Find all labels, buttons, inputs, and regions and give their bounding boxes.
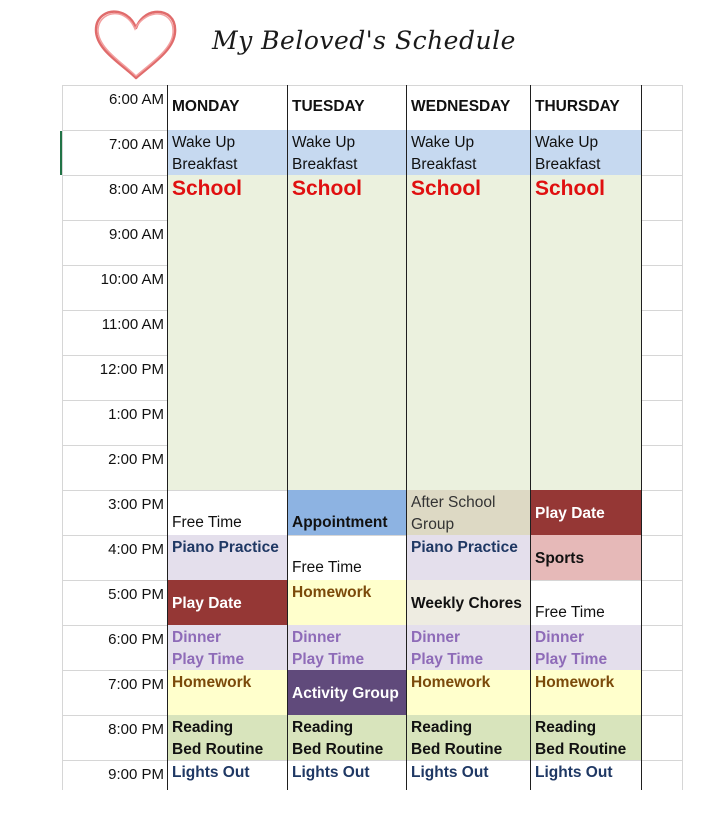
event-wake-up[interactable]	[407, 130, 530, 175]
time-label: 12:00 PM	[99, 361, 164, 378]
event-label: Sports	[535, 549, 585, 567]
event-label: School	[172, 177, 243, 200]
event-wake-up[interactable]	[288, 130, 406, 175]
event-school[interactable]	[168, 175, 287, 490]
event-label: Appointment	[292, 514, 388, 531]
page-title: My Beloved's Schedule	[212, 26, 516, 55]
event-homework[interactable]	[288, 580, 406, 625]
event-label: After School	[411, 494, 496, 511]
time-label: 4:00 PM	[108, 541, 164, 558]
event-label: Bed Routine	[172, 741, 264, 758]
event-label: Piano Practice	[172, 539, 279, 556]
event-free-time[interactable]	[531, 580, 641, 625]
event-label: Reading	[535, 719, 597, 736]
event-label: Play Time	[535, 651, 608, 668]
time-label: 6:00 PM	[108, 631, 164, 648]
event-label: Activity Group	[292, 684, 399, 702]
event-activity-group[interactable]	[288, 670, 406, 715]
event-label: Dinner	[535, 629, 585, 646]
event-label: Play Time	[172, 651, 245, 668]
event-appointment[interactable]	[288, 490, 406, 535]
event-label: Weekly Chores	[411, 594, 522, 612]
time-label: 9:00 PM	[108, 766, 164, 783]
time-label: 11:00 AM	[101, 316, 164, 333]
event-weekly-chores[interactable]	[407, 580, 530, 625]
event-label: Lights Out	[172, 764, 250, 781]
time-label: 7:00 PM	[108, 676, 164, 693]
time-label: 6:00 AM	[108, 91, 164, 108]
event-sports[interactable]	[531, 535, 641, 580]
event-label: Play Date	[535, 504, 605, 522]
event-label: Homework	[292, 584, 372, 601]
time-label: 8:00 PM	[108, 721, 164, 738]
event-label: Piano Practice	[411, 539, 518, 556]
event-label: Lights Out	[411, 764, 489, 781]
event-label: Breakfast	[411, 156, 477, 173]
event-lights-out[interactable]	[531, 760, 641, 790]
event-label: Reading	[411, 719, 473, 736]
day-header-wednesday: WEDNESDAY	[411, 98, 511, 115]
event-label: Bed Routine	[535, 741, 627, 758]
time-label: 1:00 PM	[108, 406, 164, 423]
event-label: Bed Routine	[411, 741, 503, 758]
event-label: Wake Up	[172, 134, 236, 151]
time-label: 5:00 PM	[108, 586, 164, 603]
event-play-date[interactable]	[531, 490, 641, 535]
event-label: Play Time	[292, 651, 365, 668]
event-school[interactable]	[407, 175, 530, 490]
event-label: Wake Up	[535, 134, 599, 151]
event-label: Free Time	[172, 514, 242, 531]
event-label: Reading	[172, 719, 234, 736]
event-lights-out[interactable]	[288, 760, 406, 790]
event-free-time[interactable]	[168, 490, 287, 535]
event-free-time[interactable]	[288, 535, 406, 580]
time-label: 3:00 PM	[108, 496, 164, 513]
event-label: Reading	[292, 719, 354, 736]
event-after-school-group[interactable]	[407, 490, 530, 535]
event-label: Free Time	[292, 559, 362, 576]
event-lights-out[interactable]	[168, 760, 287, 790]
day-header-monday: MONDAY	[172, 98, 240, 115]
event-reading[interactable]	[288, 715, 406, 760]
event-wake-up[interactable]	[531, 130, 641, 175]
event-label: Lights Out	[292, 764, 370, 781]
event-label: School	[411, 177, 482, 200]
event-label: Dinner	[172, 629, 222, 646]
event-reading[interactable]	[407, 715, 530, 760]
time-label: 8:00 AM	[108, 181, 164, 198]
event-school[interactable]	[531, 175, 641, 490]
event-label: Bed Routine	[292, 741, 384, 758]
event-play-date[interactable]	[168, 580, 287, 625]
event-label: Lights Out	[535, 764, 613, 781]
event-piano-practice[interactable]	[168, 535, 287, 580]
event-label: Homework	[535, 674, 615, 691]
event-label: Breakfast	[292, 156, 358, 173]
event-label: Breakfast	[172, 156, 238, 173]
event-label: Dinner	[292, 629, 342, 646]
event-label: School	[292, 177, 363, 200]
event-label: Free Time	[535, 604, 605, 621]
event-reading[interactable]	[531, 715, 641, 760]
event-school[interactable]	[288, 175, 406, 490]
event-label: Homework	[411, 674, 491, 691]
time-label: 7:00 AM	[108, 136, 164, 153]
event-label: Play Date	[172, 594, 242, 612]
event-label: Group	[411, 516, 455, 533]
time-label: 9:00 AM	[108, 226, 164, 243]
event-label: Dinner	[411, 629, 461, 646]
event-label: School	[535, 177, 606, 200]
day-header-tuesday: TUESDAY	[292, 98, 365, 115]
event-dinner[interactable]	[288, 625, 406, 670]
event-dinner[interactable]	[407, 625, 530, 670]
day-header-thursday: THURSDAY	[535, 98, 620, 115]
event-lights-out[interactable]	[407, 760, 530, 790]
event-dinner[interactable]	[168, 625, 287, 670]
event-label: Wake Up	[411, 134, 475, 151]
event-homework[interactable]	[168, 670, 287, 715]
event-label: Homework	[172, 674, 252, 691]
event-piano-practice[interactable]	[407, 535, 530, 580]
event-reading[interactable]	[168, 715, 287, 760]
event-label: Breakfast	[535, 156, 601, 173]
event-homework[interactable]	[407, 670, 530, 715]
event-dinner[interactable]	[531, 625, 641, 670]
event-wake-up[interactable]	[168, 130, 287, 175]
event-label: Wake Up	[292, 134, 356, 151]
time-label: 2:00 PM	[108, 451, 164, 468]
event-homework[interactable]	[531, 670, 641, 715]
event-label: Play Time	[411, 651, 484, 668]
time-label: 10:00 AM	[100, 271, 164, 288]
